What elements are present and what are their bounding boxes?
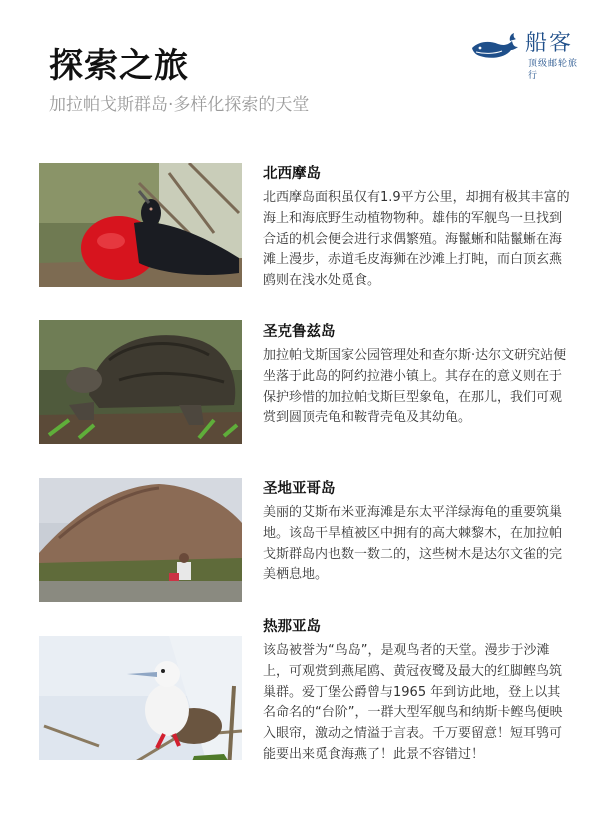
page-title: 探索之旅 bbox=[49, 46, 189, 86]
brand-logo[interactable] bbox=[470, 30, 585, 81]
section-body: 北西摩岛面积虽仅有1.9平方公里，却拥有极其丰富的海上和海底野生动植物物种。雄伟的军舰鸟一旦找到合适的机会便会进行求偶繁殖。海鬣蜥和陆鬣蜥在海滩上漫步，赤道毛皮海狮在沙滩上打盹，而白顶玄燕鸥则在浅水处觅食。 bbox=[263, 190, 570, 289]
section-title: 圣克鲁兹岛 bbox=[263, 324, 336, 340]
tortoise-photo bbox=[39, 320, 242, 444]
brand-tagline: 顶级邮轮旅行 bbox=[528, 59, 579, 81]
section-title: 圣地亚哥岛 bbox=[263, 481, 336, 497]
section-title: 热那亚岛 bbox=[263, 619, 321, 635]
brand-name: 船客 bbox=[525, 31, 574, 56]
volcano-photo bbox=[39, 478, 242, 602]
section-title: 北西摩岛 bbox=[263, 166, 321, 182]
whale-icon bbox=[470, 32, 522, 62]
frigatebird-photo bbox=[39, 163, 242, 287]
booby-bird-photo bbox=[39, 636, 242, 760]
page-subtitle: 加拉帕戈斯群岛·多样化探索的天堂 bbox=[49, 95, 310, 115]
section-body: 加拉帕戈斯国家公园管理处和查尔斯·达尔文研究站便坐落于此岛的阿约拉港小镇上。其存在的意义则在于保护珍惜的加拉帕戈斯巨型象龟，在那儿，我们可观赏到圆顶壳龟和鞍背壳龟及其幼龟。 bbox=[263, 348, 567, 426]
section-body: 该岛被誉为“鸟岛”，是观鸟者的天堂。漫步于沙滩上，可观赏到燕尾鸥、黄冠夜鹭及最大的红脚鲣鸟筑巢群。爱丁堡公爵曾与1965 年到访此地，登上以其名命名的“台阶”，一群大型军舰鸟和纳斯卡鲣鸟便映入眼帘，激动之情溢于言表。千万要留意！短耳鸮可能要出来觅食海燕了！此景不容错过！ bbox=[263, 643, 563, 762]
section-body: 美丽的艾斯布米亚海滩是东太平洋绿海龟的重要筑巢地。该岛干旱植被区中拥有的高大棘黎木，在加拉帕戈斯群岛内也数一数二的，这些树木是达尔文雀的完美栖息地。 bbox=[263, 505, 563, 583]
